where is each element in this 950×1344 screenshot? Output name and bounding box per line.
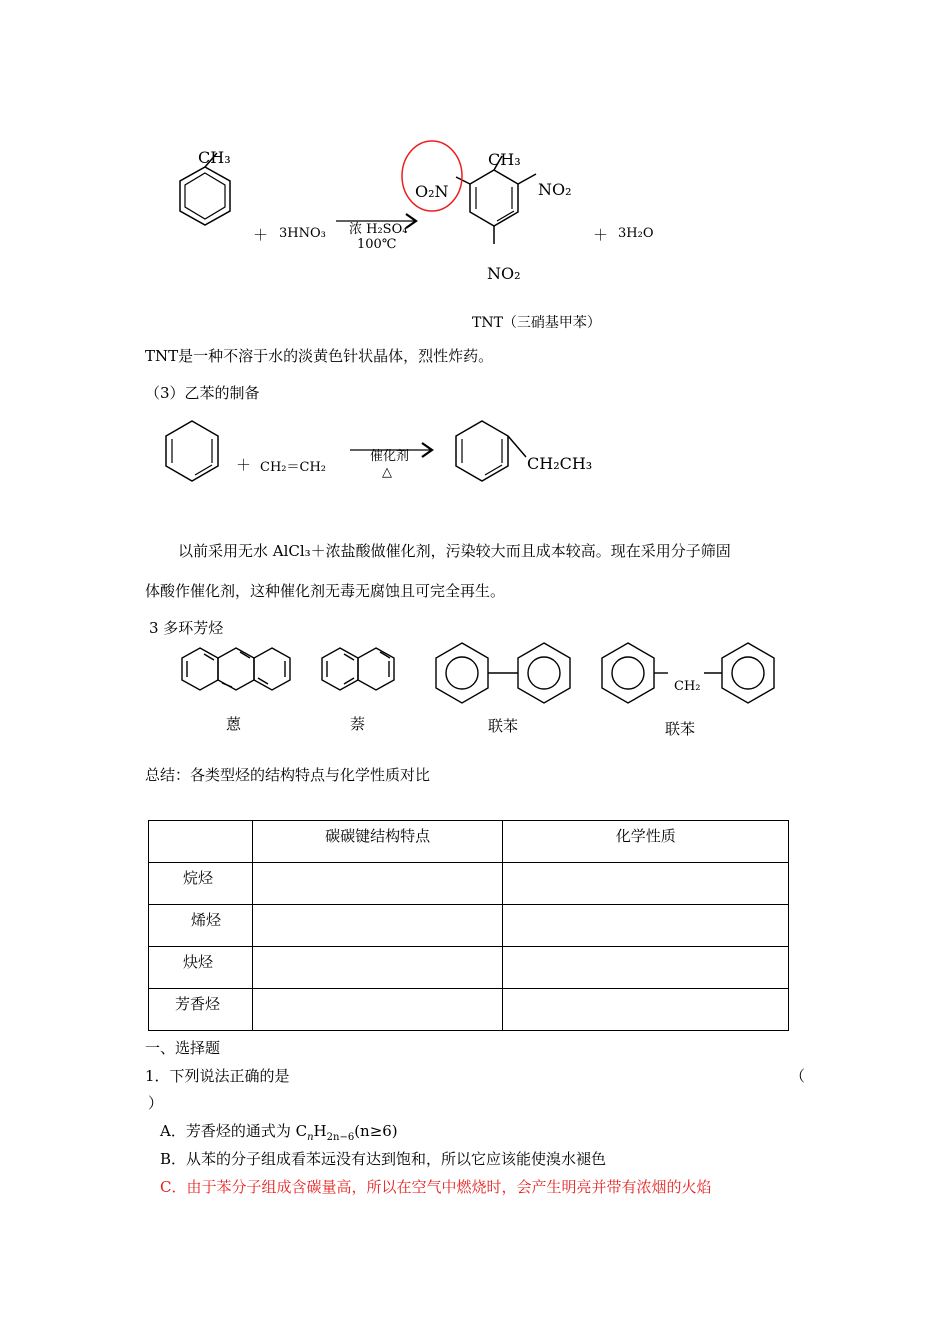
paragraph-catalyst-line2: 体酸作催化剂，这种催化剂无毒无腐蚀且可完全再生。 [145,582,506,600]
section-choice-questions: 一、选择题 [145,1039,221,1057]
condition-temp: 100℃ [357,237,397,252]
table-cell [252,863,503,905]
naphthalene-structure [320,646,410,706]
condition-heat: △ [382,465,392,480]
table-cell [503,905,789,947]
diphenylmethane-structure [596,641,786,711]
diphenylmethane-ch2: CH₂ [674,679,701,694]
table-row [149,863,789,905]
nitric-acid: 3HNO₃ [279,226,326,241]
table-header-cell: 化学性质 [503,821,789,863]
condition-catalyst: 催化剂 [370,449,410,464]
table-row [149,989,789,1031]
comparison-table [148,820,789,1031]
row-header: 烷烃 [149,863,253,905]
table-header-row [149,821,789,863]
benzene-structure [160,419,230,489]
tnt-description: TNT是一种不溶于水的淡黄色针状晶体，烈性炸药。 [145,347,494,365]
label-diphenylmethane: 联苯 [665,720,696,738]
ethylbenzene-ch2ch3: CH₂CH₃ [527,454,593,473]
table-cell [252,905,503,947]
tnt-o2n: O₂N [415,182,449,201]
option-a-n: n [307,1132,314,1143]
plus-sign-2: ＋ [593,226,609,244]
option-a-sub: 2n−6 [326,1132,355,1143]
biphenyl-structure [430,641,580,711]
table-cell [252,947,503,989]
tnt-no2-right: NO₂ [538,180,572,199]
label-naphthalene: 萘 [350,715,366,733]
section-polycyclic: 3 多环芳烃 [149,619,224,637]
table-cell [503,989,789,1031]
table-header-cell: 碳碳键结构特点 [252,821,503,863]
table-cell [503,947,789,989]
summary-title: 总结：各类型烃的结构特点与化学性质对比 [145,766,431,784]
paragraph-catalyst-line1: 以前采用无水 AlCl₃＋浓盐酸做催化剂，污染较大而且成本较高。现在采用分子筛固 [178,542,731,560]
toluene-ch3: CH₃ [198,148,231,167]
option-c: C．由于苯分子组成含碳量高，所以在空气中燃烧时，会产生明亮并带有浓烟的火焰 [160,1178,712,1196]
option-a-cond: (n≥6) [354,1122,398,1140]
table-cell [503,863,789,905]
answer-paren-open: （ [790,1067,806,1085]
table-row [149,905,789,947]
anthracene-structure [180,646,300,706]
row-header: 烯烃 [149,905,253,947]
ethylene: CH₂＝CH₂ [260,460,326,475]
row-header: 芳香烃 [149,989,253,1031]
tnt-ch3: CH₃ [488,150,521,169]
condition-acid: 浓 H₂SO₄ [349,222,408,237]
option-a-prefix: A．芳香烃的通式为 C [160,1122,308,1140]
table-row [149,947,789,989]
option-a-h: H [313,1122,327,1140]
label-anthracene: 蒽 [226,715,242,733]
question-1-stem: 1．下列说法正确的是 [145,1067,290,1085]
label-biphenyl: 联苯 [488,717,519,735]
table-header-cell [149,821,253,863]
tnt-label: TNT（三硝基甲苯） [472,315,601,331]
water: 3H₂O [618,226,654,241]
section-ethylbenzene: （3）乙苯的制备 [145,384,260,402]
option-b: B．从苯的分子组成看苯远没有达到饱和，所以它应该能使溴水褪色 [160,1150,607,1168]
table-cell [252,989,503,1031]
answer-paren-close: ） [148,1094,164,1112]
highlight-circle [401,138,471,218]
plus-sign: ＋ [253,226,269,244]
option-a [160,1120,398,1143]
row-header: 炔烃 [149,947,253,989]
tnt-no2-bottom: NO₂ [487,264,521,283]
plus-sign-3: ＋ [236,456,252,474]
